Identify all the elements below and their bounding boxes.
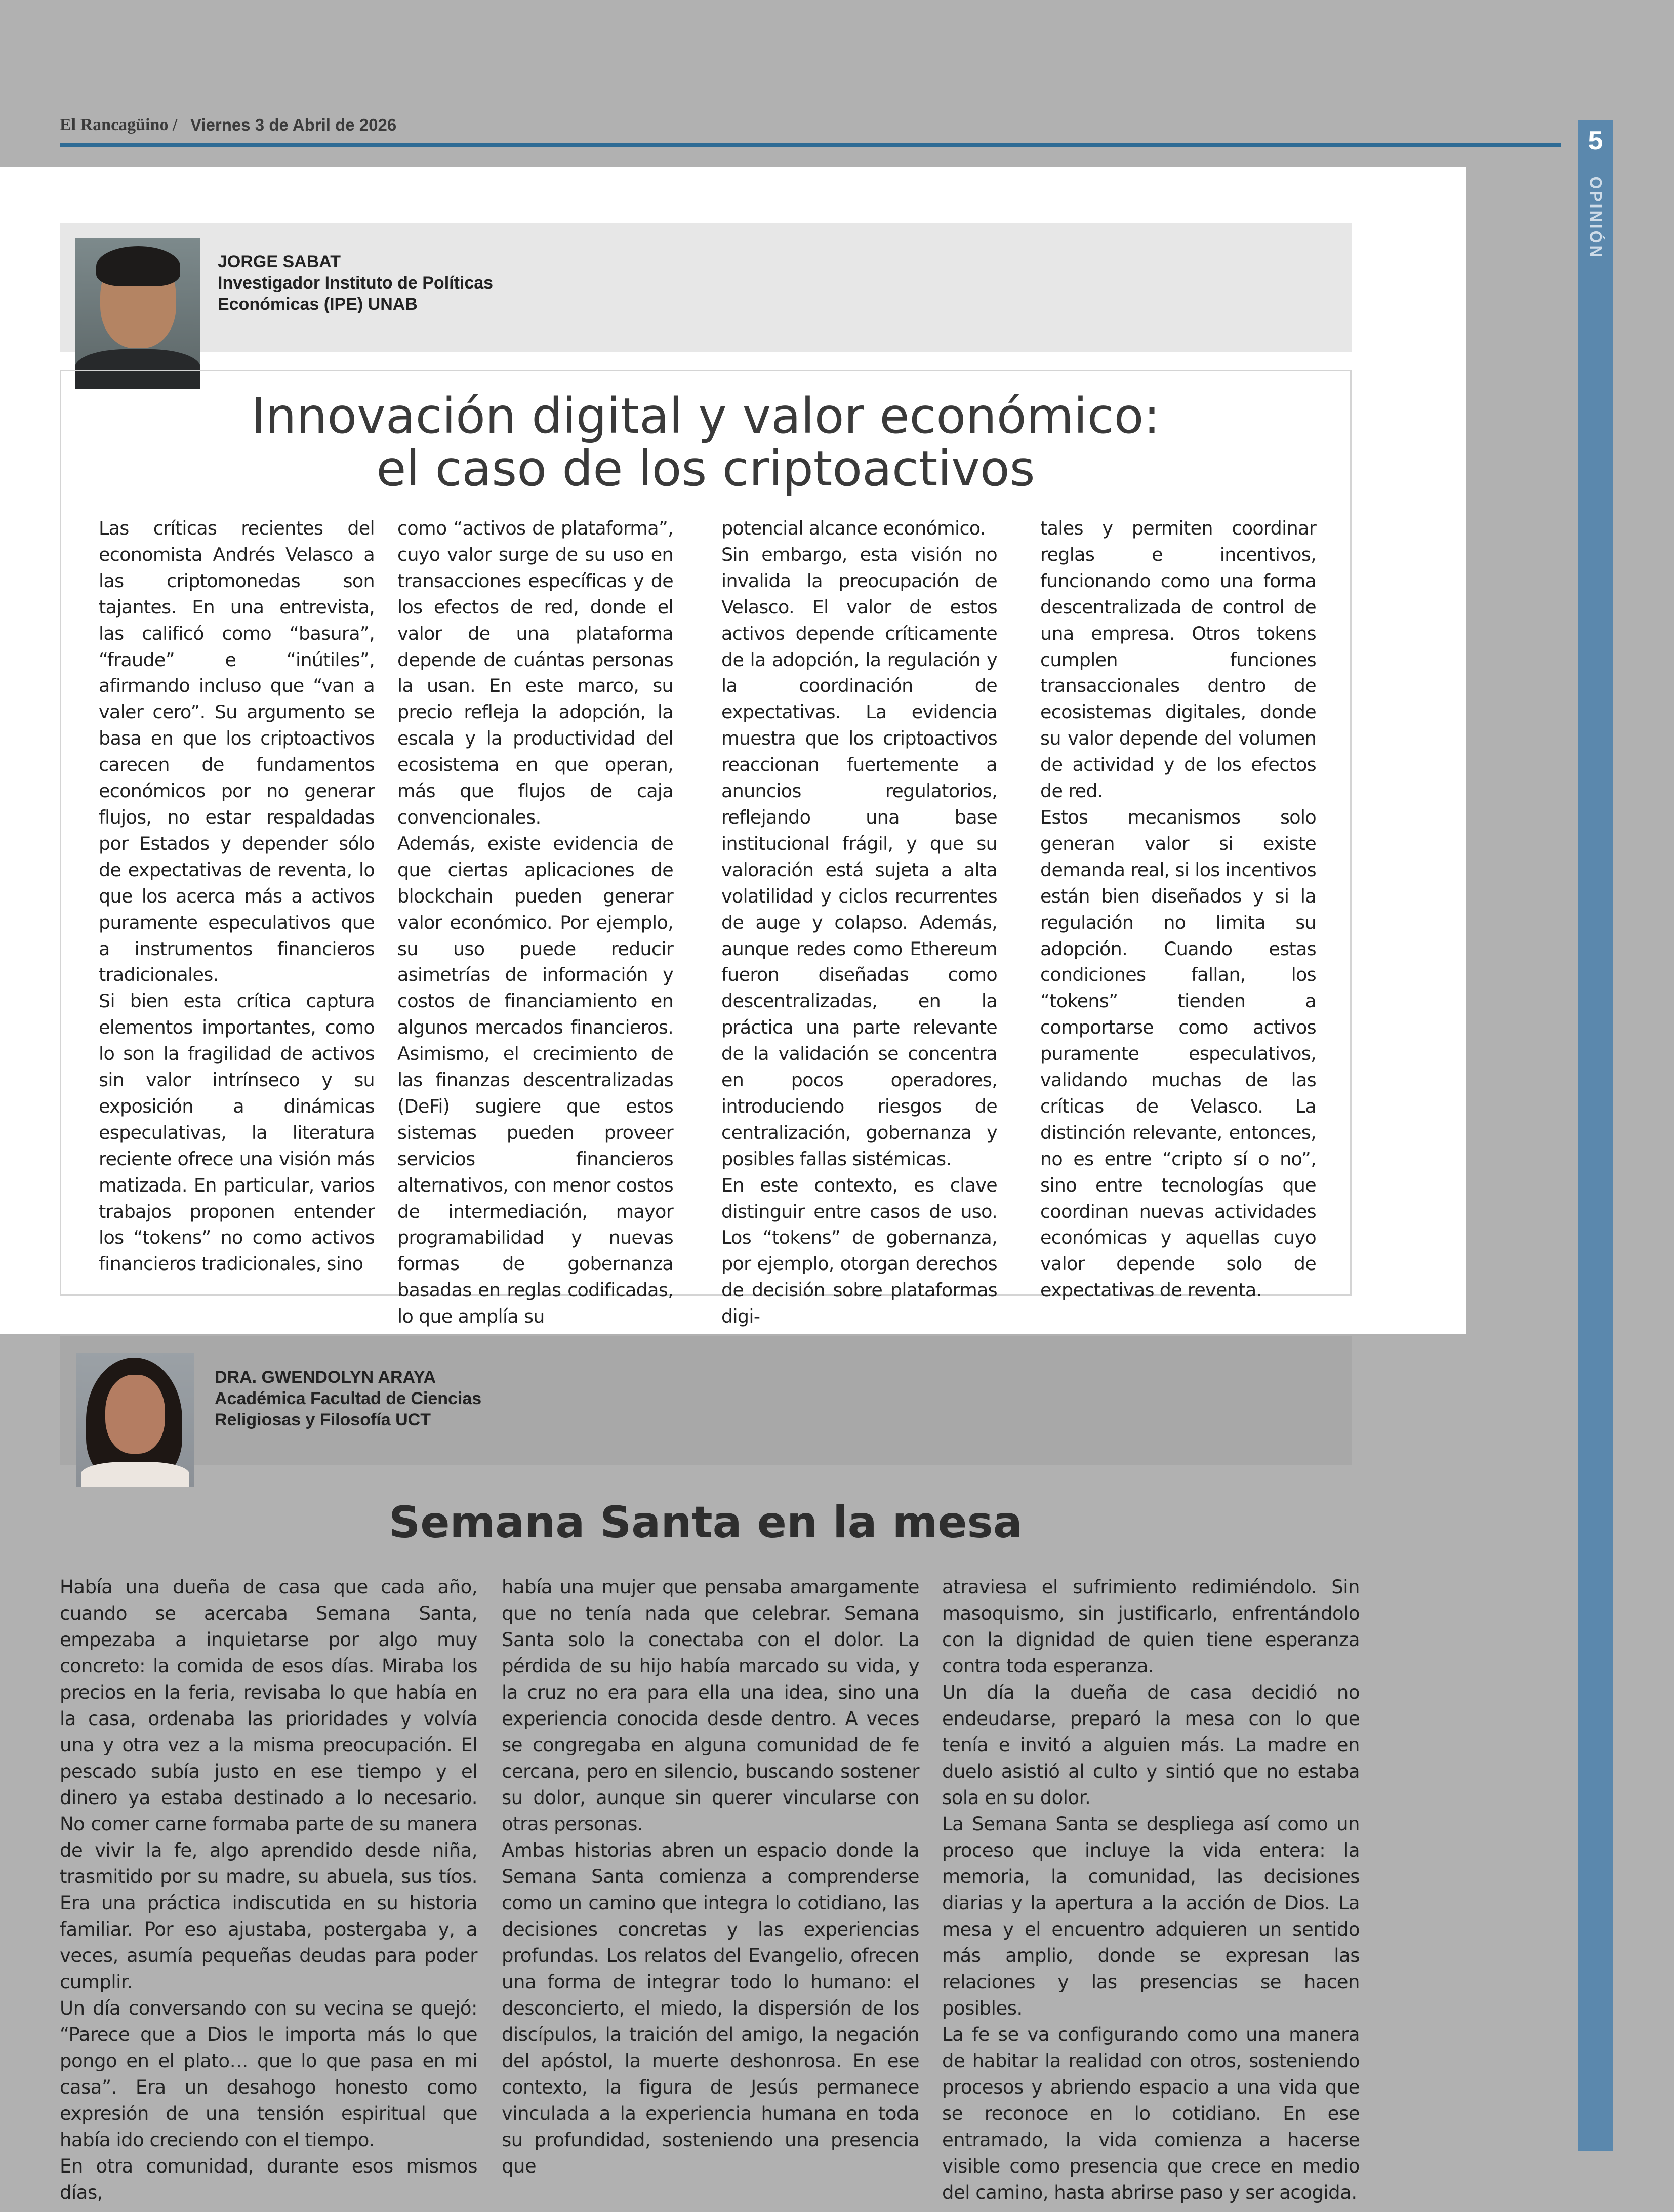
article-column-2 [502, 1574, 919, 2180]
article-title: Innovación digital y valor económico: el caso de los criptoactivos [251, 388, 1160, 497]
paragraph: Si bien esta crítica captura elementos importantes, como lo son la fragilidad de activos sin valor intrínseco y su exposición a dinámicas especulativas, la literatura reciente ofrece una visión más matizada. En particular, varios trabajos proponen entender los “tokens” no como activos financieros tradicionales, sino [99, 990, 375, 1275]
article-column-3 [721, 515, 997, 1330]
paragraph: tales y permiten coordinar reglas e incentivos, funcionando como una forma descentralizada de control de una empresa. Otros tokens cumplen funciones transaccionales dentro de ecosistemas digitales, donde su valor depende del volumen de actividad y de los efectos de red. [1040, 517, 1316, 802]
paragraph: Ambas historias abren un espacio donde la Semana Santa comienza a comprenderse como un camino que integra lo cotidiano, las decisiones concretas y las experiencias profundas. Los relatos del Evangelio, ofrecen una forma de integrar todo lo humano: el desconcierto, el miedo, la dispersión de los discípulos, la traición del amigo, la negación del apóstol, la muerte deshonrosa. En ese contexto, la figura de Jesús permanece vinculada a la experiencia humana en toda su profundidad, sosteniendo una presencia que [502, 1839, 919, 2177]
author-byline [215, 1367, 620, 1430]
author-name: JORGE SABAT [218, 252, 341, 271]
author-role-line-1: Investigador Instituto de Políticas [218, 273, 494, 293]
section-label: OPINIÓN [1586, 176, 1605, 259]
paragraph: atraviesa el sufrimiento redimiéndolo. Sin masoquismo, sin justificarlo, enfrentándolo con la dignidad de quien tiene esperanza contra toda esperanza. [942, 1576, 1360, 1677]
paragraph: potencial alcance económico. [721, 517, 986, 539]
article-column-3 [942, 1574, 1360, 2206]
paragraph: Las críticas recientes del economista Andrés Velasco a las criptomonedas son tajantes. En una entrevista, las calificó como “basura”, “fraude” e “inútiles”, afirmando incluso que “van a valer cero”. Su argumento se basa en que los criptoactivos carecen de fundamentos económicos por no generar flujos, no estar respaldadas por Estados y depender sólo de expectativas de reventa, lo que los acerca más a activos puramente especulativos que a instrumentos financieros tradicionales. [99, 517, 375, 986]
article-body [99, 515, 1319, 1328]
masthead-rule [60, 143, 1561, 147]
paragraph: Estos mecanismos solo generan valor si existe demanda real, si los incentivos están bien diseñados y si la regulación no limita su adopción. Cuando estas condiciones fallan, los “tokens” tienden a comportarse como activos puramente especulativos, validando muchas de las críticas de Velasco. La distinción relevante, entonces, no es entre “cripto sí o no”, sino entre tecnologías que coordinan nuevas actividades económicas y aquellas cuyo valor depende solo de expectativas de reventa. [1040, 806, 1316, 1301]
paragraph: Había una dueña de casa que cada año, cuando se acercaba Semana Santa, empezaba a inquietarse por algo muy concreto: la comida de esos días. Miraba los precios en la feria, revisaba lo que había en la casa, ordenaba las prioridades y volvía una y otra vez a la misma preocupación. El pescado subía justo en ese tiempo y el dinero ya estaba destinado a lo necesario. No comer carne formaba parte de su manera de vivir la fe, algo aprendido desde niña, trasmitido por su madre, su abuela, sus tíos. Era una práctica indiscutida en su historia familiar. Por eso ajustaba, postergaba y, a veces, asumía pequeñas deudas para poder cumplir. [60, 1576, 477, 1993]
article-title: Semana Santa en la mesa [389, 1497, 1023, 1548]
article-body [60, 1574, 1360, 2203]
article-column-1 [60, 1574, 477, 2206]
issue-date: Viernes 3 de Abril de 2026 [190, 115, 397, 134]
author-photo [76, 1353, 194, 1487]
author-byline [218, 251, 623, 315]
article-column-1 [99, 515, 375, 1277]
paragraph: como “activos de plataforma”, cuyo valor surge de su uso en transacciones específicas y de los efectos de red, donde el valor de una plataforma depende de cuántas personas la usan. En este marco, su precio refleja la adopción, la escala y la productividad del ecosistema en que operan, más que flujos de caja convencionales. [397, 517, 673, 828]
author-photo [75, 238, 200, 389]
publication-name: El Rancagüino / [60, 115, 178, 134]
paragraph: había una mujer que pensaba amargamente que no tenía nada que celebrar. Semana Santa solo la conectaba con el dolor. La pérdida de su hijo había marcado su vida, y la cruz no era para ella una idea, sino una experiencia conocida desde dentro. A veces se congregaba en alguna comunidad de fe cercana, pero en silencio, buscando sostener su dolor, aunque sin querer vincularse con otras personas. [502, 1576, 919, 1835]
page-number: 5 [1578, 120, 1613, 161]
paragraph: Además, existe evidencia de que ciertas aplicaciones de blockchain pueden generar valor económico. Por ejemplo, su uso puede reducir asimetrías de información y costos de financiamiento en algunos mercados financieros. Asimismo, el crecimiento de las finanzas descentralizadas (DeFi) sugiere que estos sistemas pueden proveer servicios financieros alternativos, con menor costos de intermediación, mayor programabilidad y nuevas formas de gobernanza basadas en reglas codificadas, lo que amplía su [397, 832, 673, 1328]
author-role-line-2: Económicas (IPE) UNAB [218, 295, 418, 314]
section-side-strip [1578, 121, 1613, 2151]
paragraph: La Semana Santa se despliega así como un proceso que incluye la vida entera: la memoria, la comunidad, las decisiones diarias y la apertura a la acción de Dios. La mesa y el encuentro adquieren un sentido más amplio, donde se expresan las relaciones y las presencias se hacen posibles. [942, 1813, 1360, 2019]
paragraph: Sin embargo, esta visión no invalida la preocupación de Velasco. El valor de estos activos depende críticamente de la adopción, la regulación y la coordinación de expectativas. La evidencia muestra que los criptoactivos reaccionan fuertemente a anuncios regulatorios, reflejando una base institucional frágil, y que su valoración está sujeta a alta volatilidad y ciclos recurrentes de auge y colapso. Además, aunque redes como Ethereum fueron diseñadas como descentralizadas, en la práctica una parte relevante de la validación se concentra en pocos operadores, introduciendo riesgos de centralización, gobernanza y posibles fallas sistémicas. [721, 543, 997, 1170]
paragraph: En este contexto, es clave distinguir entre casos de uso. Los “tokens” de gobernanza, por ejemplo, otorgan derechos de decisión sobre plataformas digi- [721, 1174, 997, 1328]
author-role-line-1: Académica Facultad de Ciencias [215, 1389, 482, 1408]
paragraph: La fe se va configurando como una manera de habitar la realidad con otros, sosteniendo procesos y abriendo espacio a una vida que se reconoce en lo cotidiano. En ese entramado, la vida comienza a hacerse visible como presencia que crece en medio del camino, hasta abrirse paso y ser acogida. [942, 2024, 1360, 2203]
paragraph: Un día conversando con su vecina se quejó: “Parece que a Dios le importa más lo que pongo en el plato… que lo que pasa en mi casa”. Era un desahogo honesto como expresión de una tensión espiritual que había ido creciendo con el tiempo. [60, 1997, 477, 2151]
author-role-line-2: Religiosas y Filosofía UCT [215, 1410, 431, 1429]
author-name: DRA. GWENDOLYN ARAYA [215, 1368, 436, 1387]
paragraph: En otra comunidad, durante esos mismos días, [60, 2155, 477, 2203]
article-column-4 [1040, 515, 1316, 1303]
article-column-2 [397, 515, 673, 1330]
paragraph: Un día la dueña de casa decidió no endeudarse, preparó la mesa con lo que tenía e invitó a alguien más. La madre en duelo asistió al culto y sintió que no estaba sola en su dolor. [942, 1682, 1360, 1809]
